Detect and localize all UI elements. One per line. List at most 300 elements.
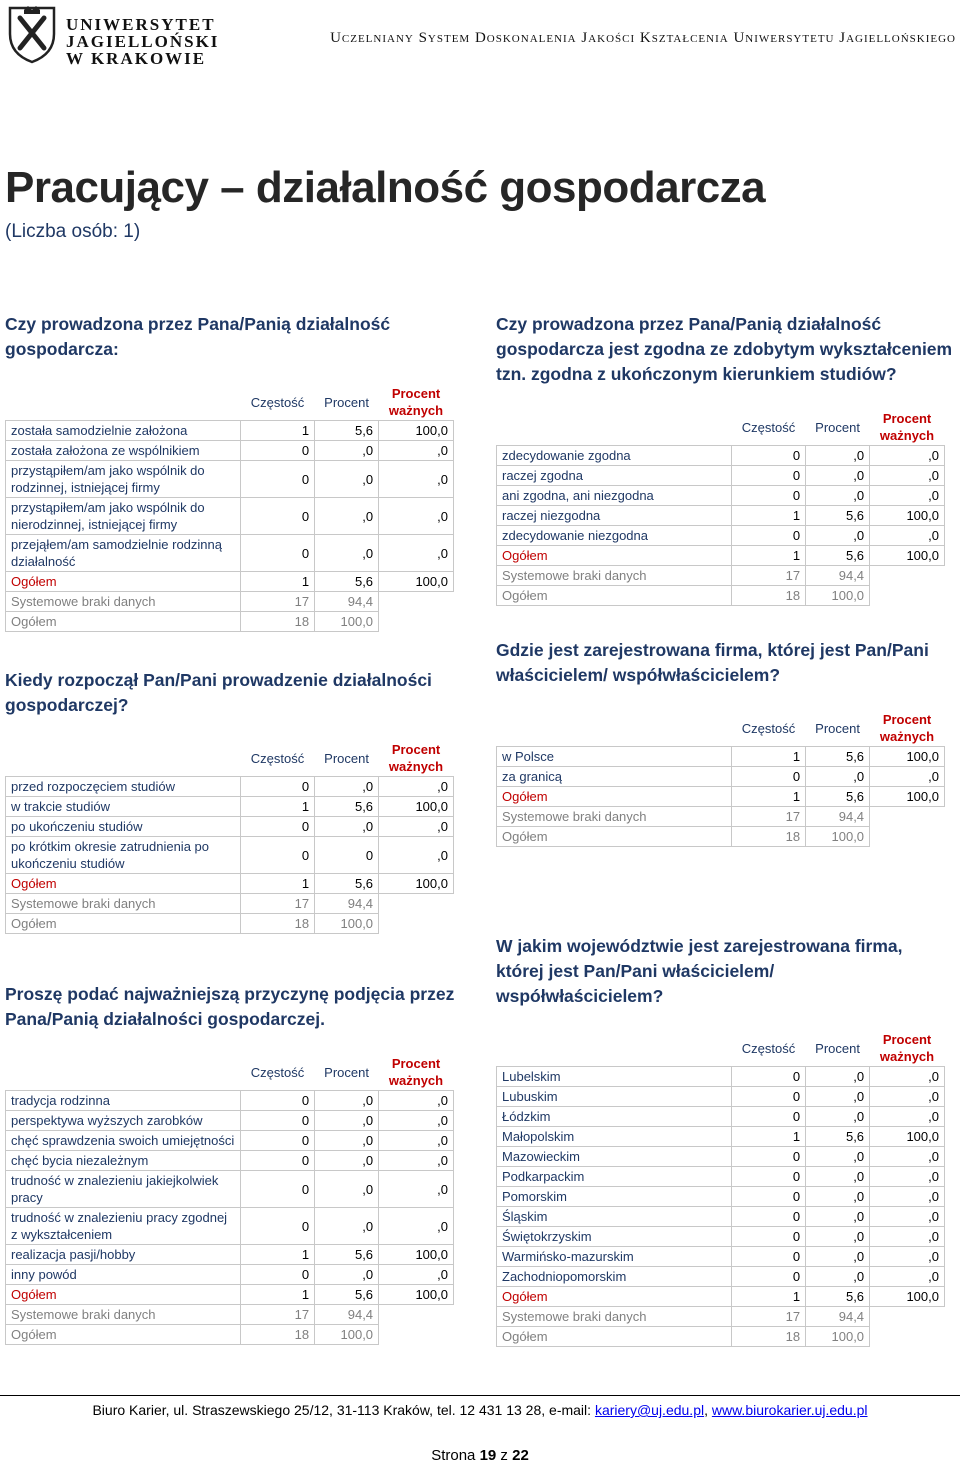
header-procent-waznych-line1: Procent [882,411,932,426]
row-czestosc: 0 [732,466,806,486]
row-label: Ogółem [497,1327,732,1347]
row-procent: ,0 [806,446,870,466]
table-row [497,506,945,526]
row-procent: ,0 [315,1111,379,1131]
table-row [497,1207,945,1227]
row-czestosc: 18 [241,1325,315,1345]
header-procent: Procent [324,394,369,410]
row-label: w trakcie studiów [6,797,241,817]
table-row [6,441,454,461]
header-czestosc: Częstość [741,720,796,736]
row-label: Śląskim [497,1207,732,1227]
row-procent-waznych: ,0 [379,1091,454,1111]
table-row [6,1111,454,1131]
table-row [6,797,454,817]
header-procent-waznych [870,710,945,747]
header-procent-waznych-line1: Procent [391,742,441,757]
row-procent-waznych: ,0 [379,777,454,797]
row-procent-waznych: ,0 [379,1171,454,1208]
row-czestosc: 1 [732,787,806,807]
row-procent-waznych: 100,0 [379,1285,454,1305]
row-procent-waznych: ,0 [379,837,454,874]
row-empty-cell [379,1325,454,1345]
row-procent-waznych: ,0 [870,1207,945,1227]
row-label: po ukończeniu studiów [6,817,241,837]
table-row [497,446,945,466]
table-row [497,526,945,546]
header-czestosc: Częstość [250,394,305,410]
page-prefix: Strona [431,1447,480,1464]
row-procent-waznych: ,0 [379,498,454,535]
table-row [497,486,945,506]
table-row [497,1187,945,1207]
table-row [6,1285,454,1305]
row-empty-cell [870,1307,945,1327]
row-procent: 100,0 [806,827,870,847]
row-procent: ,0 [315,461,379,498]
row-procent: ,0 [315,1171,379,1208]
footer-website-link[interactable]: www.biurokarier.uj.edu.pl [711,1402,868,1418]
row-czestosc: 1 [732,546,806,566]
row-label: przejąłem/am samodzielnie rodzinną działalność [6,535,241,572]
row-czestosc: 17 [241,894,315,914]
row-label: Systemowe braki danych [497,807,732,827]
row-czestosc: 0 [241,1111,315,1131]
row-label: Podkarpackim [497,1167,732,1187]
row-procent-waznych: ,0 [379,535,454,572]
row-procent: 94,4 [315,894,379,914]
row-procent: ,0 [806,1087,870,1107]
table-business-education-match [496,409,945,606]
row-procent-waznych: 100,0 [870,747,945,767]
row-procent: ,0 [315,1151,379,1171]
header-procent-waznych-line2: ważnych [879,428,935,443]
table-row [6,421,454,441]
row-procent: 5,6 [806,546,870,566]
header-procent: Procent [324,750,369,766]
row-label: tradycja rodzinna [6,1091,241,1111]
row-procent: ,0 [806,466,870,486]
row-procent-waznych: ,0 [379,1151,454,1171]
row-label: Ogółem [6,1325,241,1345]
row-label: Ogółem [497,586,732,606]
table-row [6,572,454,592]
table-row [6,894,454,914]
row-label: Ogółem [6,914,241,934]
question-business-country: Gdzie jest zarejestrowana firma, której jest Pan/Pani właścicielem/ współwłaścicielem? [496,640,929,685]
row-procent: 94,4 [315,592,379,612]
row-procent: ,0 [806,767,870,787]
university-name [66,16,219,67]
row-label: Warmińsko-mazurskim [497,1247,732,1267]
row-procent: 5,6 [806,1127,870,1147]
row-czestosc: 17 [241,1305,315,1325]
row-czestosc: 1 [241,874,315,894]
footer-email-link[interactable]: kariery@uj.edu.pl [594,1402,705,1418]
header-czestosc: Częstość [741,419,796,435]
row-empty-cell [379,894,454,914]
row-label: Lubuskim [497,1087,732,1107]
row-czestosc: 0 [241,461,315,498]
table-header-row [497,1030,945,1067]
row-procent-waznych: 100,0 [870,546,945,566]
row-czestosc: 18 [732,827,806,847]
row-czestosc: 0 [732,767,806,787]
row-procent: ,0 [315,1131,379,1151]
row-label: raczej niezgodna [497,506,732,526]
header-procent-waznych [870,409,945,446]
row-label: po krótkim okresie zatrudnienia po ukończeniu studiów [6,837,241,874]
row-label: inny powód [6,1265,241,1285]
row-czestosc: 0 [732,1207,806,1227]
header-procent-waznych-line1: Procent [882,1032,932,1047]
row-procent: 5,6 [806,506,870,526]
row-procent-waznych: ,0 [379,1131,454,1151]
row-procent-waznych: ,0 [870,1247,945,1267]
row-procent-waznych: ,0 [379,461,454,498]
row-czestosc: 0 [732,1087,806,1107]
row-label: Lubelskim [497,1067,732,1087]
table-row [6,1305,454,1325]
row-procent-waznych: ,0 [870,1187,945,1207]
row-label: chęć sprawdzenia swoich umiejętności [6,1131,241,1151]
row-procent: 5,6 [315,797,379,817]
header-procent: Procent [815,720,860,736]
row-procent-waznych: ,0 [379,441,454,461]
header-procent-waznych [870,1030,945,1067]
row-procent: 94,4 [315,1305,379,1325]
row-czestosc: 0 [241,498,315,535]
header-procent-waznych-line1: Procent [882,712,932,727]
row-procent: ,0 [806,486,870,506]
row-label: Ogółem [6,874,241,894]
row-empty-cell [379,914,454,934]
header-procent: Procent [324,1064,369,1080]
row-procent: ,0 [806,1207,870,1227]
table-business-country [496,710,945,847]
row-czestosc: 1 [241,1285,315,1305]
row-procent: 0 [315,837,379,874]
row-procent: ,0 [315,777,379,797]
row-empty-cell [870,1327,945,1347]
uni-line-2: JAGIELLOŃSKI [66,32,220,51]
row-procent-waznych: 100,0 [870,787,945,807]
row-czestosc: 1 [241,572,315,592]
row-procent-waznych: ,0 [379,817,454,837]
row-procent: ,0 [315,1208,379,1245]
row-procent: ,0 [315,441,379,461]
footer-separator: , [704,1402,712,1418]
header-empty-cell [6,740,241,777]
row-czestosc: 17 [732,1307,806,1327]
row-procent-waznych: ,0 [870,767,945,787]
row-label: realizacja pasji/hobby [6,1245,241,1265]
row-czestosc: 0 [732,446,806,466]
row-czestosc: 0 [732,1147,806,1167]
row-procent-waznych: ,0 [870,1147,945,1167]
row-procent: 94,4 [806,566,870,586]
row-label: Mazowieckim [497,1147,732,1167]
footer-contact [0,1402,960,1418]
header-empty-cell [497,710,732,747]
row-procent: ,0 [806,526,870,546]
row-empty-cell [870,807,945,827]
footer-divider [0,1395,960,1396]
row-procent: 100,0 [315,1325,379,1345]
page-mid: z [496,1447,513,1464]
row-procent: 100,0 [315,914,379,934]
header-procent: Procent [815,419,860,435]
header-empty-cell [6,1054,241,1091]
table-row [497,787,945,807]
row-procent: ,0 [806,1227,870,1247]
row-label: przed rozpoczęciem studiów [6,777,241,797]
row-procent: 100,0 [315,612,379,632]
university-crest-logo [4,4,60,64]
row-procent: 5,6 [315,1285,379,1305]
header-procent-waznych [379,384,454,421]
row-empty-cell [379,612,454,632]
row-czestosc: 0 [732,1227,806,1247]
row-procent-waznych: 100,0 [870,1127,945,1147]
table-row [6,914,454,934]
row-czestosc: 0 [732,1187,806,1207]
page-total: 22 [512,1447,529,1464]
header-procent: Procent [815,1040,860,1056]
row-label: Łódzkim [497,1107,732,1127]
question-business-reason: Proszę podać najważniejszą przyczynę podjęcia przez Pana/Panią działalności gospodarczej. [5,984,455,1029]
row-czestosc: 0 [732,486,806,506]
header-czestosc: Częstość [250,750,305,766]
row-czestosc: 17 [241,592,315,612]
table-row [6,612,454,632]
table-row [6,874,454,894]
row-label: trudność w znalezieniu pracy zgodnej z wykształceniem [6,1208,241,1245]
row-procent-waznych: ,0 [870,1267,945,1287]
header-procent-waznych-line2: ważnych [388,403,444,418]
table-business-founding [5,384,454,632]
table-row [6,777,454,797]
page-title: Pracujący – działalność gospodarcza [5,163,766,212]
row-czestosc: 0 [241,1151,315,1171]
row-label: Systemowe braki danych [6,592,241,612]
row-czestosc: 0 [241,535,315,572]
row-label: Pomorskim [497,1187,732,1207]
row-procent: ,0 [806,1167,870,1187]
table-row [497,1267,945,1287]
row-label: Małopolskim [497,1127,732,1147]
table-row [497,1247,945,1267]
row-procent-waznych: ,0 [870,1067,945,1087]
row-czestosc: 17 [732,807,806,827]
row-czestosc: 0 [241,1171,315,1208]
header-czestosc: Częstość [250,1064,305,1080]
row-procent-waznych: ,0 [870,1087,945,1107]
row-procent: 5,6 [315,1245,379,1265]
question-business-start: Kiedy rozpoczął Pan/Pani prowadzenie działalności gospodarczej? [5,670,432,715]
row-czestosc: 0 [241,441,315,461]
row-procent-waznych: ,0 [870,526,945,546]
header-procent-waznych [379,1054,454,1091]
table-row [6,817,454,837]
table-row [497,807,945,827]
row-procent-waznych: 100,0 [379,572,454,592]
row-czestosc: 1 [732,506,806,526]
row-procent: 94,4 [806,1307,870,1327]
table-row [497,1127,945,1147]
row-label: przystąpiłem/am jako wspólnik do nierodzinnej, istniejącej firmy [6,498,241,535]
row-czestosc: 1 [241,1245,315,1265]
row-procent: 94,4 [806,807,870,827]
row-procent: ,0 [806,1247,870,1267]
row-czestosc: 0 [241,1131,315,1151]
row-procent-waznych: ,0 [870,1107,945,1127]
row-label: Systemowe braki danych [497,1307,732,1327]
row-procent: 5,6 [315,572,379,592]
row-empty-cell [379,1305,454,1325]
table-row [6,1208,454,1245]
table-row [6,1171,454,1208]
table-row [497,546,945,566]
row-procent: 5,6 [806,747,870,767]
uni-line-3: W KRAKOWIE [66,49,207,68]
row-label: za granicą [497,767,732,787]
row-czestosc: 0 [241,1265,315,1285]
table-row [6,592,454,612]
table-row [497,1067,945,1087]
row-procent: ,0 [806,1187,870,1207]
row-label: chęć bycia niezależnym [6,1151,241,1171]
row-label: w Polsce [497,747,732,767]
row-label: ani zgodna, ani niezgodna [497,486,732,506]
row-procent-waznych: ,0 [379,1265,454,1285]
row-procent: 100,0 [806,1327,870,1347]
row-czestosc: 0 [241,1208,315,1245]
row-czestosc: 0 [732,1267,806,1287]
row-label: Ogółem [497,787,732,807]
header-empty-cell [6,384,241,421]
row-procent: 5,6 [806,787,870,807]
row-label: Systemowe braki danych [6,1305,241,1325]
row-procent: ,0 [315,498,379,535]
row-czestosc: 0 [732,526,806,546]
table-header-row [497,710,945,747]
page-number [0,1447,960,1464]
row-procent-waznych: ,0 [870,1167,945,1187]
row-procent-waznych: 100,0 [870,1287,945,1307]
table-header-row [6,384,454,421]
table-row [497,1087,945,1107]
row-label: zdecydowanie niezgodna [497,526,732,546]
header-procent-waznych-line1: Procent [391,1056,441,1071]
row-label: raczej zgodna [497,466,732,486]
row-label: Ogółem [497,1287,732,1307]
page-header [0,0,960,72]
row-czestosc: 0 [241,777,315,797]
row-procent-waznych: 100,0 [379,797,454,817]
row-procent: ,0 [806,1107,870,1127]
table-business-reason [5,1054,454,1345]
table-row [497,747,945,767]
row-procent-waznych: ,0 [870,486,945,506]
table-row [6,1091,454,1111]
row-czestosc: 1 [732,1287,806,1307]
row-czestosc: 18 [241,612,315,632]
row-procent-waznych: ,0 [870,1227,945,1247]
row-czestosc: 0 [241,817,315,837]
row-label: Systemowe braki danych [497,566,732,586]
row-czestosc: 18 [732,586,806,606]
row-procent: ,0 [806,1267,870,1287]
question-business-voivodeship: W jakim województwie jest zarejestrowana firma, której jest Pan/Pani właścicielem/ współwłaścicielem? [496,936,903,1006]
row-czestosc: 0 [732,1167,806,1187]
table-row [6,1265,454,1285]
footer-address: Biuro Karier, ul. Straszewskiego 25/12, 31-113 Kraków, tel. 12 431 13 28, e-mail: [92,1402,595,1418]
row-procent-waznych: ,0 [379,1208,454,1245]
row-czestosc: 1 [241,421,315,441]
header-czestosc: Częstość [741,1040,796,1056]
row-label: Systemowe braki danych [6,894,241,914]
table-row [497,566,945,586]
row-procent-waznych: 100,0 [379,421,454,441]
row-czestosc: 0 [241,837,315,874]
page-current: 19 [479,1447,497,1464]
row-empty-cell [870,586,945,606]
table-row [497,586,945,606]
table-row [6,498,454,535]
row-empty-cell [379,592,454,612]
header-procent-waznych-line2: ważnych [879,1049,935,1064]
table-row [6,1245,454,1265]
uni-line-1: UNIWERSYTET [66,15,216,34]
table-row [497,1147,945,1167]
row-procent: 5,6 [315,421,379,441]
row-label: Ogółem [497,546,732,566]
table-row [6,837,454,874]
row-empty-cell [870,827,945,847]
row-procent: 5,6 [806,1287,870,1307]
question-business-founding: Czy prowadzona przez Pana/Panią działalność gospodarcza: [5,314,391,359]
row-procent: ,0 [315,535,379,572]
table-row [497,466,945,486]
row-czestosc: 0 [732,1067,806,1087]
row-czestosc: 0 [732,1107,806,1127]
row-label: zdecydowanie zgodna [497,446,732,466]
row-label: przystąpiłem/am jako wspólnik do rodzinnej, istniejącej firmy [6,461,241,498]
row-czestosc: 0 [732,1247,806,1267]
table-row [6,535,454,572]
table-row [6,1131,454,1151]
table-row [497,1227,945,1247]
row-procent: ,0 [806,1067,870,1087]
row-procent-waznych: ,0 [379,1111,454,1131]
row-procent-waznych: 100,0 [379,874,454,894]
row-label: została samodzielnie założona [6,421,241,441]
row-procent-waznych: 100,0 [870,506,945,526]
row-procent: ,0 [806,1147,870,1167]
header-empty-cell [497,409,732,446]
row-czestosc: 0 [241,1091,315,1111]
row-czestosc: 17 [732,566,806,586]
header-procent-waznych-line2: ważnych [879,729,935,744]
row-procent: 100,0 [806,586,870,606]
row-czestosc: 1 [732,747,806,767]
row-czestosc: 18 [241,914,315,934]
row-label: Ogółem [6,572,241,592]
header-procent-waznych [379,740,454,777]
table-row [497,1167,945,1187]
table-row [497,1107,945,1127]
